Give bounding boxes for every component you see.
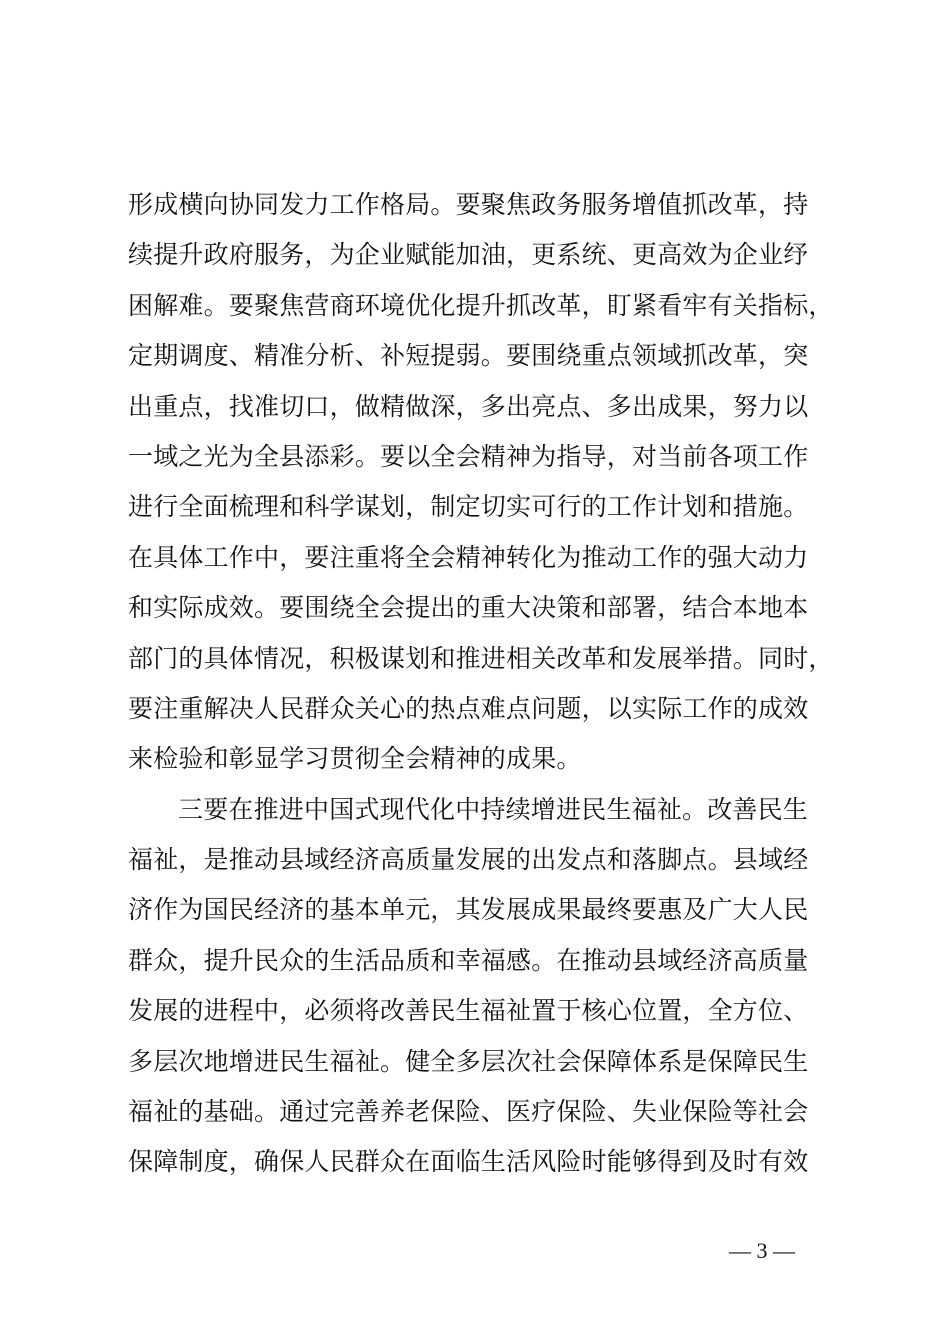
text-line: 在具体工作中，要注重将全会精神转化为推动工作的强大动力 — [128, 542, 809, 572]
text-line: 定期调度、精准分析、补短提弱。要围绕重点领域抓改革，突 — [128, 341, 809, 371]
page-number: — 3 — — [729, 1238, 795, 1263]
text-line: 进行全面梳理和科学谋划，制定切实可行的工作计划和措施。 — [128, 492, 809, 522]
text-line: 福祉的基础。通过完善养老保险、医疗保险、失业保险等社会 — [128, 1097, 809, 1127]
text-line: 保障制度，确保人民群众在面临生活风险时能够得到及时有效 — [128, 1147, 809, 1177]
body-text — [128, 180, 848, 1188]
text-line: 济作为国民经济的基本单元，其发展成果最终要惠及广大人民 — [128, 895, 809, 925]
text-line: 出重点，找准切口，做精做深，多出亮点、多出成果，努力以 — [128, 391, 809, 421]
text-line: 来检验和彰显学习贯彻全会精神的成果。 — [128, 744, 582, 774]
text-line: 福祉，是推动县域经济高质量发展的出发点和落脚点。县域经 — [128, 845, 809, 875]
text-line: 多层次地增进民生福祉。健全多层次社会保障体系是保障民生 — [128, 1046, 809, 1076]
text-line: 一域之光为全县添彩。要以全会精神为指导，对当前各项工作 — [128, 441, 809, 471]
text-line: 困解难。要聚焦营商环境优化提升抓改革，盯紧看牢有关指标， — [128, 290, 834, 320]
text-line: 续提升政府服务，为企业赋能加油，更系统、更高效为企业纾 — [128, 240, 809, 270]
text-line: 和实际成效。要围绕全会提出的重大决策和部署，结合本地本 — [128, 593, 809, 623]
paragraph-start-line: 三要在推进中国式现代化中持续增进民生福祉。改善民生 — [178, 794, 809, 824]
text-line: 发展的进程中，必须将改善民生福祉置于核心位置，全方位、 — [128, 996, 809, 1026]
text-line: 群众，提升民众的生活品质和幸福感。在推动县域经济高质量 — [128, 945, 809, 975]
text-line: 部门的具体情况，积极谋划和推进相关改革和发展举措。同时， — [128, 643, 834, 673]
text-line: 要注重解决人民群众关心的热点难点问题，以实际工作的成效 — [128, 693, 809, 723]
text-line: 形成横向协同发力工作格局。要聚焦政务服务增值抓改革，持 — [128, 190, 809, 219]
